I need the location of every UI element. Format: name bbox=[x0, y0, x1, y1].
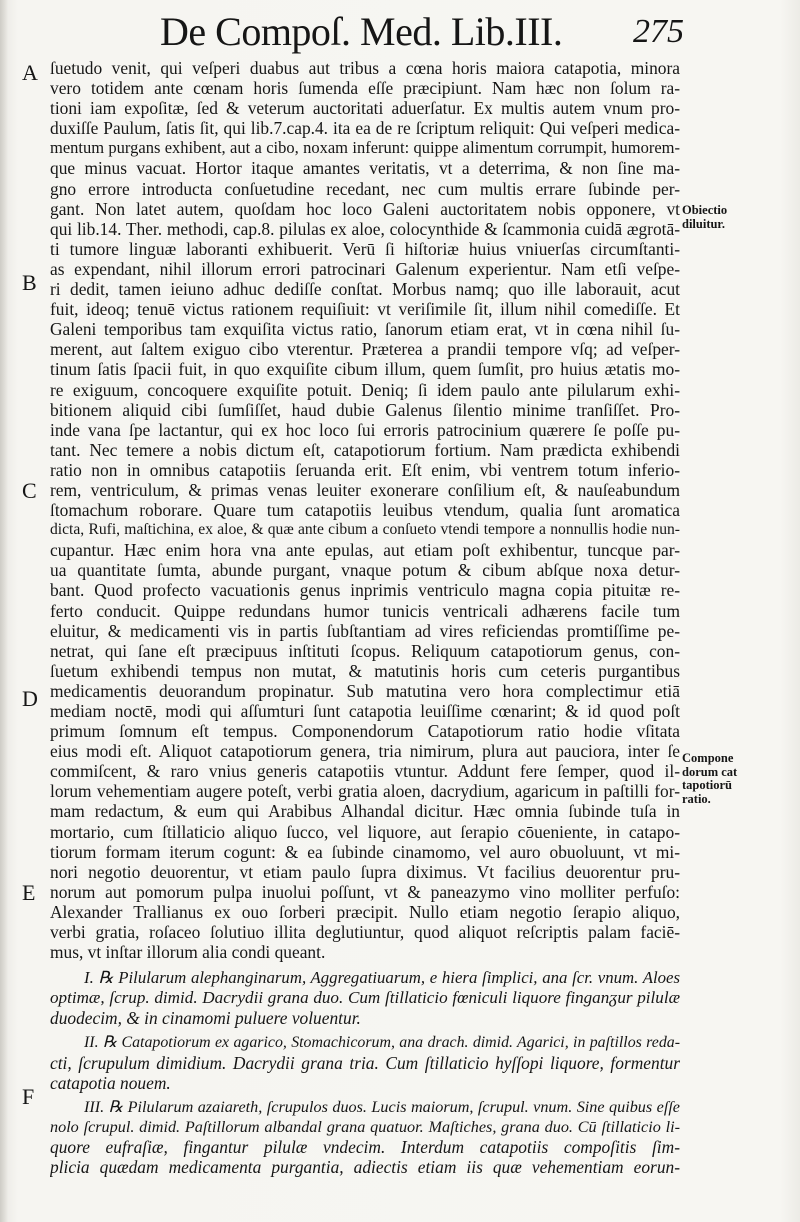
margin-letter-c: C bbox=[22, 478, 37, 503]
recipe-line: catapotia nouem. bbox=[50, 1072, 171, 1093]
text-line: ri dedit, tamen ieiuno adhuc dediſſe conſtat. Morbus namq; quo ille laborauit, acut bbox=[50, 279, 680, 300]
text-line: verbi gratia, roſaceo ſolutiuo illita deglutiuntur, quod aliquot reſcriptis palam faciē- bbox=[50, 922, 680, 943]
text-line: tinum ſatis ſpacii fuit, in quo exquiſite cibum illum, quem ſumſit, pro huius ætatis mo- bbox=[50, 359, 680, 380]
recipe-line: duodecim, & in cinamomi puluere voluentur. bbox=[50, 1008, 361, 1029]
margin-letter-a: A bbox=[22, 60, 38, 85]
recipe-line: II. ℞ Catapotiorum ex agarico, Stomachicorum, ana drach. dimid. Agarici, in paſtillos reda- bbox=[84, 1033, 680, 1051]
text-line: ua quantitate ſumta, abunde purgant, vnaque potum & cibum abſque noxa detur- bbox=[50, 560, 680, 581]
recipe-1 bbox=[50, 968, 680, 1028]
recipes bbox=[50, 968, 680, 1177]
text-line: vero totidem ante cœnam horis ſumenda eſſe præcipiunt. Nam hæc non ſolum ra- bbox=[50, 78, 680, 99]
text-line: nori negotio deuorentur, vt etiam paulo ſupra diximus. Vt facilius deuorentur pru- bbox=[50, 861, 680, 882]
text-line: gant. Non latet autem, quoſdam hoc loco Galeni auctoritatem nobis opponere, vt bbox=[50, 198, 680, 219]
margin-letter-e: E bbox=[22, 880, 36, 905]
side-note-line: Obiectio bbox=[682, 203, 728, 217]
recipe-line: plicia quædam medicamenta purgantia, adiectis etiam iis quæ vehementiam eorun- bbox=[50, 1157, 680, 1178]
recipe-line: cti, ſcrupulum dimidium. Dacrydii grana tria. Cum ſtillaticio hyſſopi liquore, formentur bbox=[50, 1052, 680, 1073]
text-line: medicamentis deuorandum propinatur. Sub matutina vero hora complectimur etiā bbox=[50, 680, 680, 701]
text-line: re exiguum, concoquere exquiſite potuit. Deniq; ſi idem paulo ante pilularum exhi- bbox=[50, 379, 680, 400]
text-line: qui lib.14. Ther. methodi, cap.8. pilulas ex aloe, colocynthide & ſcammonia cuidā ægrotā- bbox=[50, 218, 680, 239]
text-line: ſuetudo venit, qui veſperi duabus aut tribus a cœna horis maiora catapotia, minora bbox=[50, 58, 680, 78]
text-line: que minus vacuat. Hortor itaque amantes veritatis, vt a deterrima, & non ſine ma- bbox=[50, 158, 680, 179]
text-line: mus, vt inſtar illorum alia condi queant. bbox=[50, 942, 326, 963]
paragraph-lines bbox=[50, 58, 680, 962]
side-note-componendorum bbox=[682, 752, 792, 806]
side-note-line: tapotiorū bbox=[682, 778, 732, 792]
text-line: ſuetum exhibendi tempus non mutat, & matutinis horis cum ceteris purgantibus bbox=[50, 660, 680, 681]
text-line: cupantur. Hæc enim hora vna ante epulas, aut etiam poſt exhibentur, tuncque par- bbox=[50, 540, 680, 561]
margin-letter-b: B bbox=[22, 270, 37, 295]
text-line: netrat, qui ſane eſt præcipuus inſtituti ſcopus. Reliquum catapotiorum genus, con- bbox=[50, 640, 680, 661]
text-line: mortario, cum ſtillaticio aliquo ſucco, vel liquore, aut ſerapio cōueniente, in catapo- bbox=[50, 821, 680, 842]
side-note-line: ratio. bbox=[682, 791, 711, 806]
text-line: tant. Nec temere a nobis dictum eſt, catapotiorum fortium. Nam prædicta exhibendi bbox=[50, 439, 680, 460]
text-line: commiſcent, & raro vnius generis catapotiis vtuntur. Addunt fere ſemper, quod il- bbox=[50, 761, 680, 782]
text-line: duxiſſe Paulum, ſatis ſit, qui lib.7.cap.4. ita ea de re ſcriptum reliquit: Qui veſperi medica- bbox=[50, 118, 680, 139]
text-line: fuit, ideoq; tenuē victus rationem requiſiuit: vt veriſimile ſit, illum nihil comediſſe. Et bbox=[50, 299, 680, 320]
text-line: rem, ventriculum, & primas venas leuiter exonerare conſilium eſt, & nauſeabundum bbox=[50, 479, 680, 500]
recipe-3 bbox=[50, 1097, 680, 1177]
text-line: merent, aut ſaltem exiguo cibo vterentur. Præterea a prandii tempore vſq; ad veſper- bbox=[50, 339, 680, 360]
text-line: Alexander Trallianus ex ouo ſorberi præcipit. Nullo etiam negotio ſerapio aliquo, bbox=[50, 901, 680, 922]
text-line: inde vana ſpe lactantur, qui ex hoc loco ſui erroris patrocinium quærere ſe poſſe pu- bbox=[50, 419, 680, 440]
text-line: dicta, Rufi, maſtichina, ex aloe, & quæ ante cibum a conſueto vtendi tempore a nonnullis hodie nun- bbox=[50, 521, 680, 539]
margin-letter-d: D bbox=[22, 686, 38, 711]
text-line: as expendant, nihil illorum errori patrocinari Galenum experientur. Nam etſi veſpe- bbox=[50, 258, 680, 279]
text-line: tioni iam expoſitæ, ſed & veterum auctoritati aduerſatur. Ex multis autem vnum pro- bbox=[50, 98, 680, 119]
side-note-line: Compone bbox=[682, 751, 734, 765]
text-line: mediam noctē, modi qui aſſumturi ſunt catapotia leuiſſime cœnarint; & id quod poſt bbox=[50, 701, 680, 721]
text-line: lorum vehementiam augere poteſt, verbi gratia aloen, dacrydium, agaricum in paſtilli for- bbox=[50, 781, 680, 802]
text-line: Galeni temporibus tam exquiſita victus ratio, ſanorum etiam erat, vt in cœna nihil ſu- bbox=[50, 319, 680, 340]
recipe-line: I. ℞ Pilularum alephanginarum, Aggregatiuarum, e hiera ſimplici, ana ſcr. vnum. Aloes bbox=[84, 968, 680, 988]
page-number: 275 bbox=[633, 13, 684, 50]
text-line: norum aut pomorum pulpa inuolui poſſunt, vt & paneazymo vino molliter perfuſo: bbox=[50, 881, 680, 902]
margin-letter-f: F bbox=[22, 1084, 35, 1109]
text-line: ſtomachum roborare. Quare tum catapotiis leuibus vtendum, qualia ſunt aromatica bbox=[50, 500, 680, 521]
text-line: tiorum formam iterum cogunt: & ea ſubinde cinamomo, vel auro obuoluunt, vt mi- bbox=[50, 841, 680, 862]
text-line: gno errore introducta conſuetudine recedant, nec cum multis errare ſubinde per- bbox=[50, 178, 680, 199]
recipe-line: nolo ſcrupul. dimid. Paſtillorum albandal grana quatuor. Maſtiches, grana duo. Cū ſtillaticio li- bbox=[50, 1117, 680, 1136]
side-note-line: diluitur. bbox=[682, 216, 725, 231]
recipe-2 bbox=[50, 1033, 680, 1093]
page-header bbox=[150, 6, 710, 56]
text-line: mentum purgans exhibent, aut a cibo, noxam inferunt: quippe alimentum corrumpit, humorem- bbox=[50, 138, 680, 158]
recipe-line: optimæ, ſcrup. dimid. Dacrydii grana duo. Cum ſtillaticio fœniculi liquore finganᵹur pilulæ bbox=[50, 988, 680, 1008]
page-spine-shadow bbox=[0, 0, 8, 1222]
text-line: primum ſomnum eſt tempus. Componendorum Catapotiorum ratio hodie vſitata bbox=[50, 721, 680, 742]
side-note-obiectio bbox=[682, 204, 792, 231]
side-note-line: dorum cat bbox=[682, 764, 738, 779]
text-line: ti tumore linguæ laboranti exhibuerit. Verū ſi hiſtoriæ huius vniuerſas circumſtanti- bbox=[50, 238, 680, 259]
recipe-line: III. ℞ Pilularum azaiareth, ſcrupulos duos. Lucis maiorum, ſcrupul. vnum. Sine quibus eſſe bbox=[84, 1097, 680, 1116]
recipe-line: quore eufraſiæ, fingantur pilulæ vndecim. Interdum catapotiis compoſitis ſim- bbox=[50, 1136, 680, 1157]
running-title: De Compoſ. Med. Lib.III. bbox=[160, 9, 563, 54]
main-text-column bbox=[50, 58, 680, 1181]
text-line: ferto conducit. Quippe redundans humor tunicis ventricali adhærens facile tum bbox=[50, 600, 680, 621]
text-line: eluitur, & medicamenti vis in partis ſubſtantiam ad vires reficiendas promtiſſime pe- bbox=[50, 620, 680, 641]
text-line: mam redactum, & eum qui Arabibus Alhandal dicitur. Hæc omnia ſubinde tuſa in bbox=[50, 801, 680, 822]
text-line: eius modi eſt. Aliquot catapotiorum genera, tria nimirum, plura aut pauciora, inter ſe bbox=[50, 741, 680, 762]
text-line: bant. Quod profecto vacuationis genus inprimis ventriculo magna copia pituitæ re- bbox=[50, 580, 680, 601]
text-line: ratio non in omnibus catapotiis ſeruanda erit. Eſt enim, vbi ventrem totum inferio- bbox=[50, 459, 680, 480]
text-line: bitionem aliquid cibi ſumſiſſet, haud dubie Galenus ſilentio minime tranſiſſet. Pro- bbox=[50, 399, 680, 420]
